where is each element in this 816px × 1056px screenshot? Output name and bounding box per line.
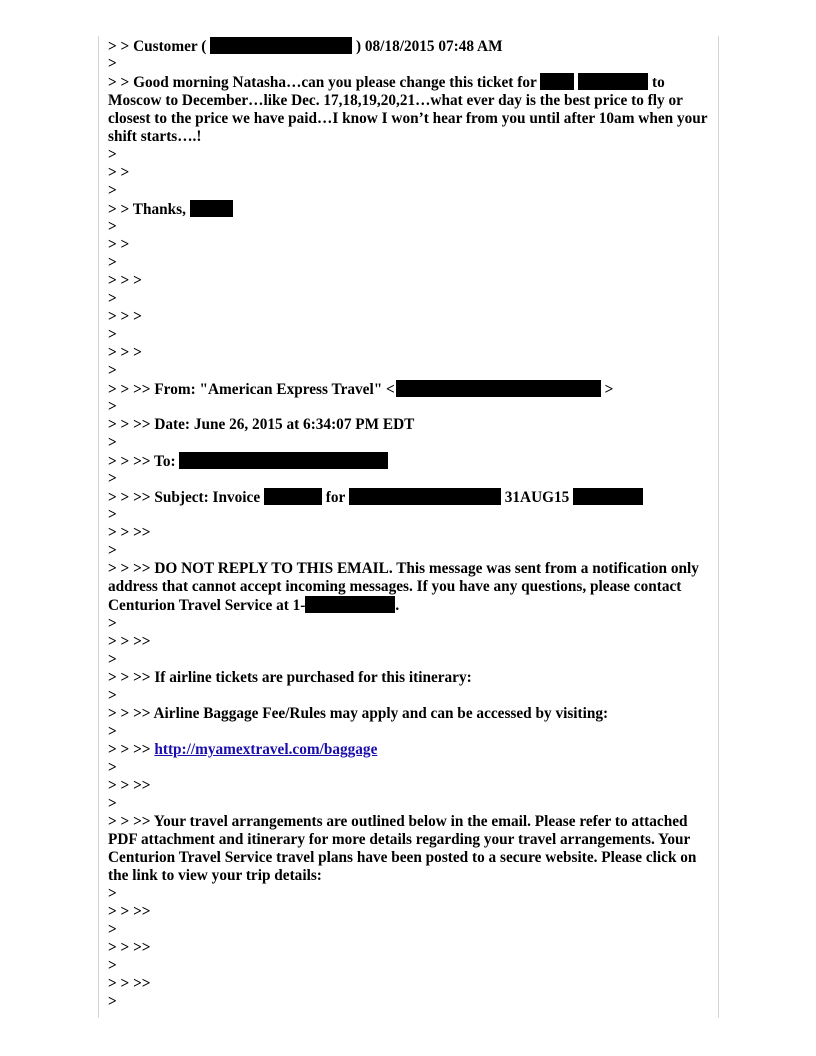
notice-text: > > >> DO NOT REPLY TO THIS EMAIL. This message was sent from a notification only address that cannot accept incoming messages. If you have any questions, please contact Centurion Travel Service at 1- <box>108 560 699 614</box>
header-prefix: > > Customer ( <box>108 38 207 55</box>
email-document <box>108 37 710 1011</box>
redaction-block <box>396 380 601 397</box>
header-suffix: ) 08/18/2015 07:48 AM <box>355 38 503 55</box>
quote-line: > <box>108 326 117 343</box>
to-label: > > >> To: <box>108 453 176 470</box>
quote-line: > > >> <box>108 939 151 956</box>
from-close: > <box>604 381 614 398</box>
link-line <box>108 741 710 759</box>
quote-line: > <box>108 362 117 379</box>
subject-for: for <box>325 489 346 506</box>
quote-line: > <box>108 687 117 704</box>
quote-line: > <box>108 218 117 235</box>
quote-line: > <box>108 182 117 199</box>
quote-line: > <box>108 506 117 523</box>
quote-line: > <box>108 921 117 938</box>
quote-line: > > > <box>108 272 142 289</box>
quote-line: > <box>108 759 117 776</box>
thanks-text: > > Thanks, <box>108 201 186 218</box>
quote-line: > > >> <box>108 975 151 992</box>
body-part-1: > > Good morning Natasha…can you please change this ticket for <box>108 74 537 91</box>
redaction-block <box>264 488 322 505</box>
redaction-block <box>578 73 648 90</box>
redaction-block <box>305 596 395 613</box>
baggage-link[interactable]: http://myamextravel.com/baggage <box>154 741 378 758</box>
quote-line: > > > <box>108 308 142 325</box>
from-label: > > >> From: "American Express Travel" < <box>108 381 395 398</box>
to-line <box>108 452 710 470</box>
redaction-block <box>349 488 501 505</box>
quote-line: > <box>108 434 117 451</box>
page-right-rule <box>718 36 719 1018</box>
quote-line: > > >> <box>108 903 151 920</box>
airline-line: > > >> If airline tickets are purchased for this itinerary: <box>108 669 472 686</box>
notice-paragraph <box>108 560 710 615</box>
quote-line: > > >> <box>108 777 151 794</box>
quote-line: > <box>108 795 117 812</box>
arrangements-paragraph: > > >> Your travel arrangements are outlined below in the email. Please refer to attached PDF attachment and itinerary for more details regarding your travel arrangements. Your Centurion Travel Service travel plans have been posted to a secure website. Please click on the link to view your trip details: <box>108 813 697 884</box>
quote-line: > > <box>108 236 130 253</box>
redaction-block <box>190 200 233 217</box>
quote-line: > <box>108 542 117 559</box>
subject-date-code: 31AUG15 <box>504 489 570 506</box>
quote-line: > > >> <box>108 633 151 650</box>
quote-line: > <box>108 615 117 632</box>
quote-line: > <box>108 290 117 307</box>
quote-line: > <box>108 254 117 271</box>
body-paragraph <box>108 73 710 146</box>
quote-line: > <box>108 957 117 974</box>
quote-line: > <box>108 885 117 902</box>
page-left-rule <box>98 36 99 1018</box>
quote-line: > > > <box>108 344 142 361</box>
quote-line: > <box>108 993 117 1010</box>
link-prefix: > > >> <box>108 741 151 758</box>
subject-line <box>108 488 710 506</box>
subject-label: > > >> Subject: Invoice <box>108 489 261 506</box>
header-line <box>108 37 710 55</box>
redaction-block <box>540 73 574 90</box>
quote-line: > <box>108 470 117 487</box>
quote-line: > <box>108 55 117 72</box>
thanks-line <box>108 200 710 218</box>
date-line: > > >> Date: June 26, 2015 at 6:34:07 PM EDT <box>108 416 415 433</box>
quote-line: > <box>108 398 117 415</box>
quote-line: > <box>108 723 117 740</box>
baggage-line: > > >> Airline Baggage Fee/Rules may apply and can be accessed by visiting: <box>108 705 609 722</box>
quote-line: > > <box>108 164 130 181</box>
body-part-2: to Moscow to December…like Dec. 17,18,19,20,21…what ever day is the best price to fly or closest to the price we have paid…I know I won’t hear from you until after 10am when your shift starts….! <box>108 74 708 145</box>
redaction-block <box>573 488 643 505</box>
redaction-block <box>179 452 388 469</box>
quote-line: > <box>108 146 117 163</box>
quote-line: > <box>108 651 117 668</box>
notice-end: . <box>395 597 400 614</box>
redaction-block <box>210 37 352 54</box>
quote-line: > > >> <box>108 524 151 541</box>
from-line <box>108 380 710 398</box>
